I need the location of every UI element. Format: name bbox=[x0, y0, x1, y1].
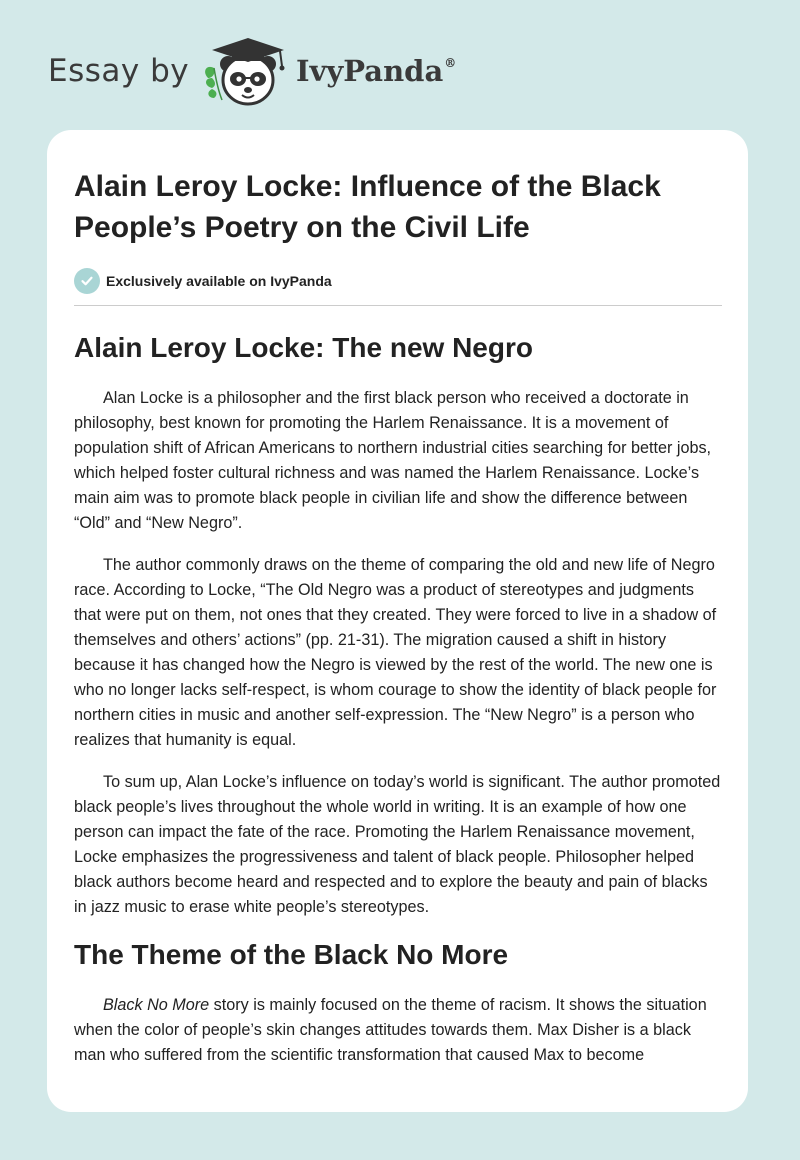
section-heading: Alain Leroy Locke: The new Negro bbox=[74, 332, 533, 363]
panda-logo-icon[interactable] bbox=[202, 34, 292, 110]
site-header bbox=[48, 34, 508, 114]
brand-name[interactable]: IvyPanda® bbox=[296, 54, 457, 88]
section-new-negro bbox=[74, 332, 722, 920]
registered-mark: ® bbox=[444, 56, 457, 70]
exclusive-badge bbox=[74, 268, 722, 294]
essay-content bbox=[74, 166, 722, 1068]
paragraph bbox=[74, 993, 722, 1068]
section-black-no-more bbox=[74, 939, 722, 1068]
exclusive-label: Exclusively available on IvyPanda bbox=[106, 273, 332, 289]
paragraph: Alan Locke is a philosopher and the first black person who received a doctorate in philosophy, best known for promoting the Harlem Renaissance. It is a movement of population shift of African Americans to northern industrial cities searching for better jobs, which helped foster cultural richness and was named the Harlem Renaissance. Locke’s main aim was to promote black people in civilian life and show the difference between “Old” and “New Negro”. bbox=[74, 389, 712, 532]
title-divider bbox=[74, 305, 722, 306]
check-circle-icon bbox=[74, 268, 100, 294]
paragraph-text: story is mainly focused on the theme of racism. It shows the situation when the color of people’s skin changes attitudes towards them. Max Disher is a black man who suffered from the scientific transformation that caused Max to become bbox=[74, 996, 707, 1064]
brand-prefix: Essay by bbox=[48, 53, 190, 89]
paragraph: The author commonly draws on the theme of comparing the old and new life of Negro race. According to Locke, “The Old Negro was a product of stereotypes and judgments that were put on them, not ones that they created. They were forced to live in a shadow of themselves and others’ actions” (pp. 21-31). The migration caused a shift in history because it has changed how the Negro is viewed by the rest of the world. The new one is who no longer lacks self-respect, is whom courage to show the identity of black people for northern cities in music and another self-expression. The “New Negro” is a person who realizes that humanity is equal. bbox=[74, 556, 717, 749]
paragraph: To sum up, Alan Locke’s influence on today’s world is significant. The author promoted black people’s lives throughout the whole world in writing. It is an example of how one person can impact the fate of the race. Promoting the Harlem Renaissance movement, Locke emphasizes the progressiveness and talent of black people. Philosopher helped black authors become heard and respected and to explore the beauty and pain of blacks in jazz music to erase white people’s stereotypes. bbox=[74, 773, 721, 916]
essay-title: Alain Leroy Locke: Influence of the Black People’s Poetry on the Civil Life bbox=[74, 170, 661, 244]
book-title: Black No More bbox=[103, 996, 210, 1014]
section-heading: The Theme of the Black No More bbox=[74, 939, 509, 970]
essay-card bbox=[47, 130, 748, 1112]
